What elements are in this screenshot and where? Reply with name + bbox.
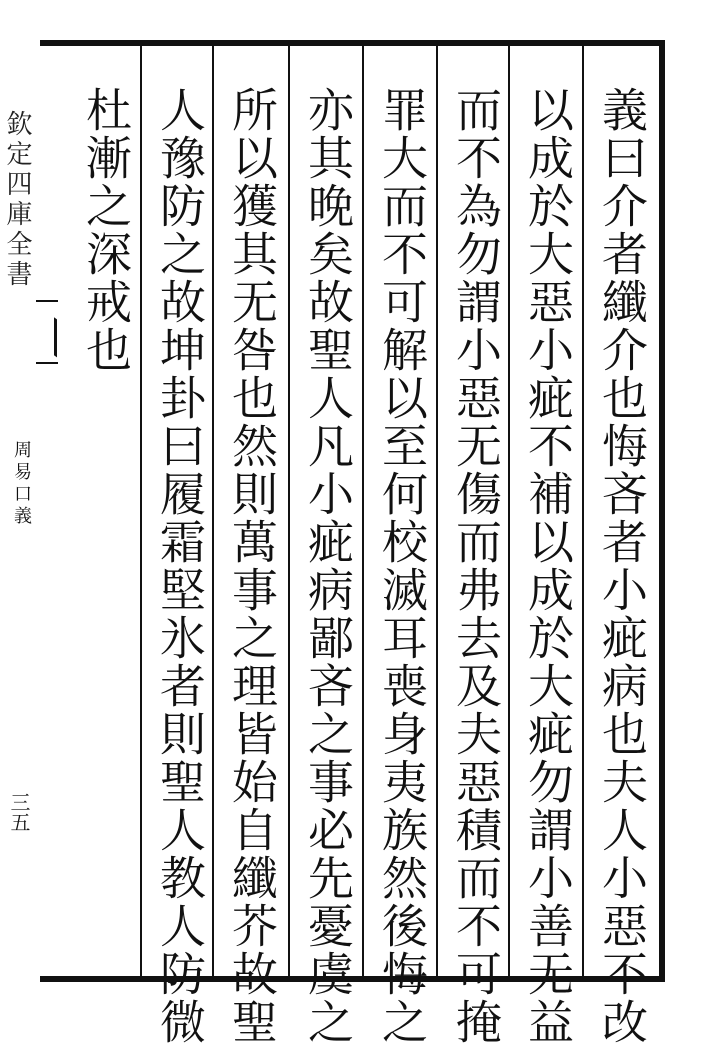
text-column-6: 所以獲其无咎也然則萬事之理皆始自纖芥故聖: [225, 86, 279, 1046]
text-column-1: 義曰介者纖介也悔吝者小疵病也夫人小惡不改: [595, 86, 649, 1046]
text-column-3: 而不為勿謂小惡无傷而弗去及夫惡積而不可掩: [449, 86, 503, 1046]
page-number: 三五: [7, 792, 31, 832]
column-rule: [140, 46, 142, 976]
text-column-5: 亦其晚矣故聖人凡小疵病鄙吝之事必先憂虞之: [301, 86, 355, 1046]
margin-series-title: 欽定四庫全書: [2, 110, 32, 290]
text-column-2: 以成於大惡小疵不補以成於大疵勿謂小善无益: [521, 86, 575, 1046]
fishtail-mark-icon: [36, 300, 58, 364]
text-column-7: 人豫防之故坤卦曰履霜堅氷者則聖人教人防微: [153, 86, 207, 1046]
column-rule: [212, 46, 214, 976]
column-rule: [362, 46, 364, 976]
text-column-8: 杜漸之深戒也: [79, 86, 133, 374]
column-rule: [436, 46, 438, 976]
column-rule: [582, 46, 584, 976]
margin-book-title: 周易口義: [11, 440, 32, 528]
column-rule: [288, 46, 290, 976]
column-rule: [508, 46, 510, 976]
text-column-4: 罪大而不可解以至何校滅耳喪身夷族然後悔之: [375, 86, 429, 1046]
